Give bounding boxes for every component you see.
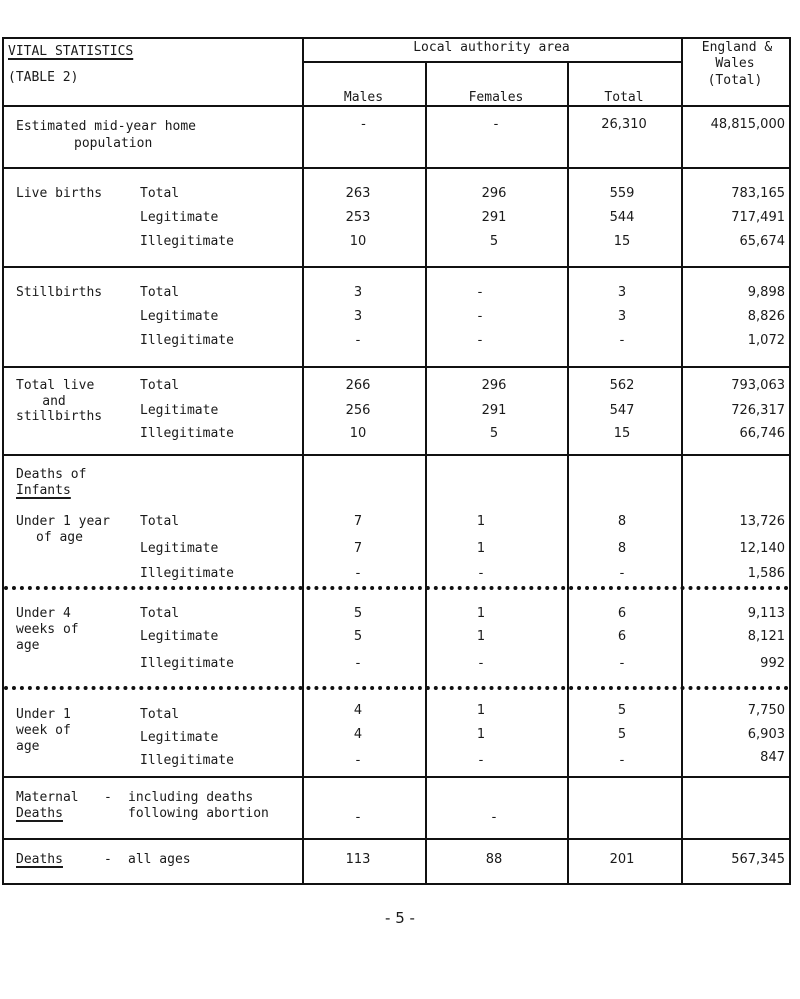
under-1-week-total-ew: 7,750 [747, 703, 785, 718]
total-live-legit-ew: 726,317 [731, 403, 785, 418]
live-births-total-total: 559 [609, 186, 635, 201]
under-4-weeks-total-females: 1 [476, 606, 486, 621]
total-live-illegit-females: 5 [489, 426, 499, 441]
maternal-desc-line2: following abortion [128, 806, 269, 821]
under-1-week-legit-ew: 6,903 [747, 727, 785, 742]
total-live-legit-females: 291 [481, 403, 507, 418]
rule-header-bottom [2, 105, 791, 107]
stillbirths-illegit-label: Illegitimate [140, 333, 234, 348]
maternal-females: - [491, 810, 497, 825]
under-1-year-illegit-ew: 1,586 [747, 566, 785, 581]
total-header: Total [604, 90, 644, 105]
deaths-dash: - [104, 852, 112, 867]
under-4-weeks-illegit-females: - [478, 656, 484, 671]
under-4-weeks-illegit-label: Illegitimate [140, 656, 234, 671]
live-births-legit-label: Legitimate [140, 210, 219, 225]
ew-header-line1: England & [701, 40, 773, 55]
live-births-illegit-ew: 65,674 [739, 234, 785, 249]
stillbirths-total-total: 3 [617, 285, 627, 300]
infant-deaths-label-line2: Infants [16, 483, 71, 498]
deaths-ew: 567,345 [731, 852, 785, 867]
live-births-total-males: 263 [345, 186, 371, 201]
population-males: - [361, 117, 366, 132]
live-births-total-ew: 783,165 [731, 186, 785, 201]
under-1-week-illegit-ew: 847 [760, 750, 785, 765]
under-4-weeks-total-total: 6 [617, 606, 627, 621]
stillbirths-total-males: 3 [353, 285, 363, 300]
under-4-weeks-label-line1: Under 4 [16, 606, 71, 621]
total-live-legit-label: Legitimate [140, 403, 219, 418]
deaths-desc: all ages [128, 852, 191, 867]
live-births-illegit-females: 5 [489, 234, 499, 249]
rule-after-population [2, 167, 791, 169]
total-live-illegit-total: 15 [613, 426, 631, 441]
population-label-line2: population [74, 136, 153, 151]
population-females: - [493, 117, 499, 132]
under-1-week-illegit-males: - [355, 753, 361, 768]
under-1-week-illegit-label: Illegitimate [140, 753, 234, 768]
maternal-males: - [355, 810, 361, 825]
population-ew: 48,815,000 [710, 117, 785, 132]
stillbirths-total-label: Total [140, 285, 180, 300]
stillbirths-legit-label: Legitimate [140, 309, 219, 324]
total-live-total-males: 266 [345, 378, 371, 393]
under-4-weeks-label-line2: weeks of [16, 622, 79, 637]
deaths-males: 113 [345, 852, 371, 867]
live-births-total-label: Total [140, 186, 180, 201]
total-live-legit-males: 256 [345, 403, 371, 418]
stillbirths-total-females: - [477, 285, 483, 300]
under-1-year-total-ew: 13,726 [739, 514, 785, 529]
under-1-week-label-line3: age [16, 739, 40, 754]
under-1-week-legit-females: 1 [476, 727, 486, 742]
under-1-year-label-line1: Under 1 year [16, 514, 110, 529]
population-total: 26,310 [601, 117, 647, 132]
under-4-weeks-label-line3: age [16, 638, 40, 653]
live-births-illegit-label: Illegitimate [140, 234, 234, 249]
total-live-illegit-males: 10 [349, 426, 367, 441]
under-1-year-legit-label: Legitimate [140, 541, 219, 556]
live-births-legit-total: 544 [609, 210, 635, 225]
under-4-weeks-total-ew: 9,113 [747, 606, 785, 621]
under-4-weeks-total-label: Total [140, 606, 180, 621]
stillbirths-illegit-females: - [477, 333, 483, 348]
header-subrule [302, 61, 681, 63]
under-4-weeks-legit-males: 5 [353, 629, 363, 644]
total-live-label-line3: stillbirths [16, 409, 103, 424]
under-1-year-legit-ew: 12,140 [739, 541, 785, 556]
rule-after-maternal [2, 838, 791, 840]
under-4-weeks-illegit-males: - [355, 656, 361, 671]
total-live-legit-total: 547 [609, 403, 635, 418]
rule-after-stillbirths [2, 366, 791, 368]
maternal-desc-line1: including deaths [128, 790, 254, 805]
under-1-year-total-total: 8 [617, 514, 627, 529]
under-1-week-label-line2: week of [16, 723, 71, 738]
rule-after-under-1-week [2, 776, 791, 778]
table-title: VITAL STATISTICS [8, 44, 134, 59]
under-4-weeks-illegit-total: - [619, 656, 625, 671]
under-4-weeks-legit-ew: 8,121 [747, 629, 785, 644]
infant-deaths-label-line1: Deaths of [16, 467, 87, 482]
under-1-year-label-line2: of age [36, 530, 83, 545]
under-1-week-label-line1: Under 1 [16, 707, 71, 722]
total-live-illegit-ew: 66,746 [739, 426, 785, 441]
under-4-weeks-legit-label: Legitimate [140, 629, 219, 644]
under-4-weeks-total-males: 5 [353, 606, 363, 621]
ew-header-line2: Wales [715, 56, 755, 71]
stillbirths-illegit-total: - [619, 333, 625, 348]
deaths-label: Deaths [16, 852, 63, 867]
under-1-year-legit-males: 7 [353, 541, 363, 556]
stillbirths-legit-ew: 8,826 [747, 309, 785, 324]
total-live-illegit-label: Illegitimate [140, 426, 234, 441]
dotted-rule-under-4-weeks [4, 686, 789, 690]
under-1-week-illegit-total: - [619, 753, 625, 768]
under-4-weeks-legit-total: 6 [617, 629, 627, 644]
under-1-year-legit-total: 8 [617, 541, 627, 556]
under-1-week-total-total: 5 [617, 703, 627, 718]
live-births-illegit-males: 10 [349, 234, 367, 249]
rule-after-total-live [2, 454, 791, 456]
stillbirths-total-ew: 9,898 [747, 285, 785, 300]
under-1-week-total-females: 1 [476, 703, 486, 718]
under-1-year-total-label: Total [140, 514, 180, 529]
under-1-year-illegit-males: - [355, 566, 361, 581]
live-births-legit-males: 253 [345, 210, 371, 225]
stillbirths-legit-total: 3 [617, 309, 627, 324]
under-1-week-legit-label: Legitimate [140, 730, 219, 745]
total-live-label-line1: Total live [16, 378, 95, 393]
under-1-week-legit-total: 5 [617, 727, 627, 742]
total-live-total-total: 562 [609, 378, 635, 393]
under-1-year-total-females: 1 [476, 514, 486, 529]
page-number: - 5 - [385, 909, 415, 927]
maternal-dash: - [104, 790, 112, 805]
rule-after-live-births [2, 266, 791, 268]
under-1-year-total-males: 7 [353, 514, 363, 529]
under-1-week-legit-males: 4 [353, 727, 363, 742]
females-header: Females [468, 90, 524, 105]
males-header: Males [343, 90, 384, 105]
maternal-label-line2: Deaths [16, 806, 63, 821]
live-births-total-females: 296 [481, 186, 507, 201]
under-1-week-total-males: 4 [353, 703, 363, 718]
stillbirths-illegit-ew: 1,072 [747, 333, 785, 348]
under-1-week-illegit-females: - [478, 753, 484, 768]
maternal-label-line1: Maternal [16, 790, 79, 805]
live-births-label: Live births [16, 186, 103, 201]
total-live-total-ew: 793,063 [731, 378, 785, 393]
stillbirths-label: Stillbirths [16, 285, 103, 300]
stillbirths-legit-males: 3 [353, 309, 363, 324]
under-1-year-legit-females: 1 [476, 541, 486, 556]
ew-header-line3: (Total) [707, 73, 763, 88]
under-1-week-total-label: Total [140, 707, 180, 722]
total-live-total-label: Total [140, 378, 180, 393]
under-1-year-illegit-total: - [619, 566, 625, 581]
dotted-rule-under-1-year [4, 586, 789, 590]
population-label-line1: Estimated mid-year home [16, 119, 197, 134]
local-area-header: Local authority area [413, 40, 570, 55]
total-live-label-line2: and [42, 394, 66, 409]
total-live-total-females: 296 [481, 378, 507, 393]
deaths-females: 88 [485, 852, 503, 867]
live-births-legit-females: 291 [481, 210, 507, 225]
live-births-illegit-total: 15 [613, 234, 631, 249]
under-4-weeks-legit-females: 1 [476, 629, 486, 644]
table-label: (TABLE 2) [8, 70, 79, 85]
live-births-legit-ew: 717,491 [731, 210, 785, 225]
under-1-year-illegit-females: - [478, 566, 484, 581]
stillbirths-legit-females: - [477, 309, 483, 324]
deaths-total: 201 [609, 852, 635, 867]
stillbirths-illegit-males: - [355, 333, 361, 348]
under-1-year-illegit-label: Illegitimate [140, 566, 234, 581]
under-4-weeks-illegit-ew: 992 [760, 656, 785, 671]
